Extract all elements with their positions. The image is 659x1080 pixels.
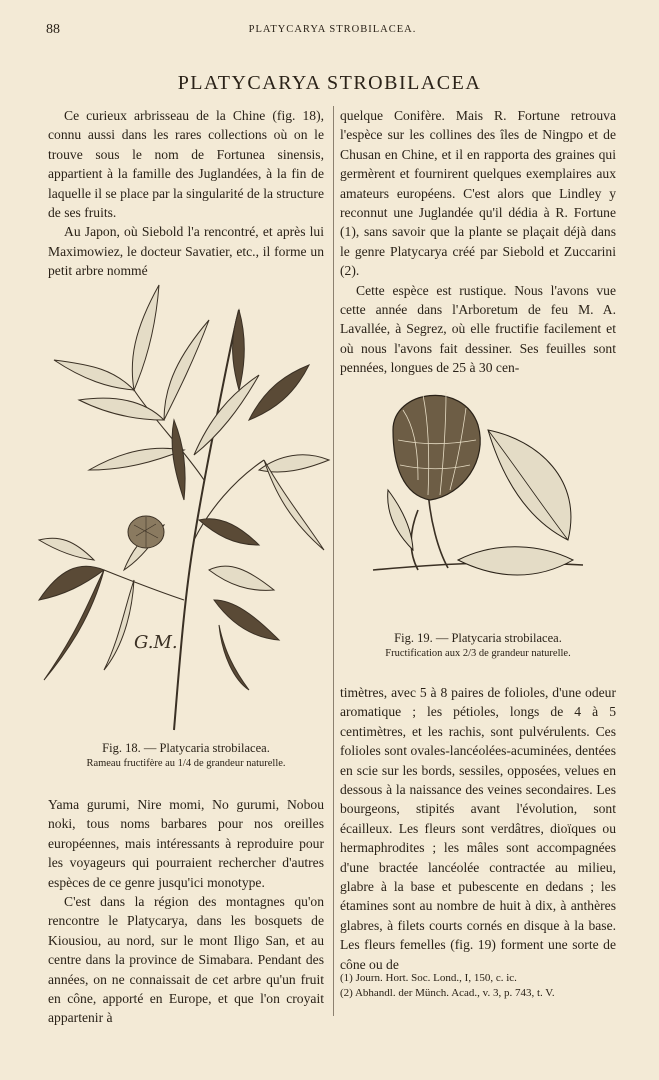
left-column-top — [48, 106, 324, 281]
fig19-caption-title: Fig. 19. — Platycaria strobilacea. — [394, 631, 562, 645]
footnote-2: (2) Abhandl. der Münch. Acad., v. 3, p. 743, t. V. — [340, 986, 555, 999]
paragraph: C'est dans la région des montagnes qu'on rencontre le Platycarya, dans les bosquets de Kiousiou, au nord, sur le mont Iligo San, et au centre dans la province de Simabara. Pendant des années, on ne connaissait de cet arbre qu'un fruit en cône, apporté en Europe, et que l'on croyait appartenir à — [48, 894, 324, 1026]
footnotes — [340, 971, 616, 1000]
page-number: 88 — [46, 22, 60, 37]
left-column-bottom — [48, 795, 324, 1028]
fig18-caption-subtitle: Rameau fructifère au 1/4 de grandeur naturelle. — [86, 758, 286, 769]
right-column-bottom — [340, 683, 616, 974]
footnote-1: (1) Journ. Hort. Soc. Lond., I, 150, c. ic. — [340, 972, 517, 984]
paragraph: Yama gurumi, Nire momi, No gurumi, Nobou noki, tous noms barbares pour nos oreilles européennes, mais intéressants à reproduire pour les voyageurs qui pourraient rechercher d'autres espèces de ce genre jusqu'ici monotype. — [48, 797, 324, 890]
paragraph: Ce curieux arbrisseau de la Chine (fig. 18), connu aussi dans les rares collections où on le trouve sous le nom de Fortunea sinensis, appartient à la famille des Juglandées, à la fin de laquelle il se place par la singularité de la structure de ses fruits. — [48, 108, 324, 221]
article-title: PLATYCARYA STROBILACEA — [177, 72, 482, 94]
paragraph: Au Japon, où Siebold l'a rencontré, et après lui Maximowiez, le docteur Savatier, etc., il forme un petit arbre nommé — [48, 224, 324, 279]
paragraph: quelque Conifère. Mais R. Fortune retrouva l'espèce sur les collines des îles de Ningpo et de Chusan en Chine, et il en rapporta des graines qui germèrent et fournirent quelques exemplaires aux amateurs européens. C'est alors que Lindley y reconnut une Juglandée qu'il dédia à R. Fortune (1), sans savoir que la plante se plaçait déjà dans le genre Platycarya créé par Siebold et Zuccarini (2). — [340, 108, 616, 279]
fig19-caption — [340, 631, 616, 659]
page-header — [46, 22, 619, 42]
fig18-signature: G.M. — [134, 632, 178, 653]
fig19-cone-illustration — [368, 370, 594, 625]
paragraph: timètres, avec 5 à 8 paires de folioles, d'une odeur aromatique ; les pétioles, longs de 4 à 5 centimètres, et les rachis, sont pulvérulents. Ces folioles sont ovales-lancéolées-acuminées, dentées en scie sur les bords, sessiles, opposées, velues en dessous à la naissance des veines secondaires. Les bourgeons, stipités avant l'évolution, sont écailleux. Les fleurs sont verdâtres, dioïques ou hermaphrodites ; les mâles sont accompagnées d'une bractée lancéolée contractée au milieu, glabre à la base et pubescente en dedans ; les étamines sont au nombre de huit à dix, à anthères glabres, à filets courts cornés en disque à la base. Les fleurs femelles (fig. 19) forment une sorte de cône ou de — [340, 685, 616, 972]
fig18-caption — [48, 741, 324, 769]
fig18-caption-title: Fig. 18. — Platycaria strobilacea. — [102, 741, 270, 755]
running-head: PLATYCARYA STROBILACEA. — [248, 24, 417, 35]
right-column-top — [340, 106, 616, 378]
paragraph: Cette espèce est rustique. Nous l'avons vue cette année dans l'Arboretum de feu M. A. Lavallée, à Segrez, où elle fructifie facilement et où nous l'avons fait dessiner. Ses feuilles sont pennées, longues de 25 à 30 cen- — [340, 282, 616, 376]
fig18-branch-illustration — [34, 270, 334, 740]
fig19-caption-subtitle: Fructification aux 2/3 de grandeur naturelle. — [385, 648, 571, 659]
